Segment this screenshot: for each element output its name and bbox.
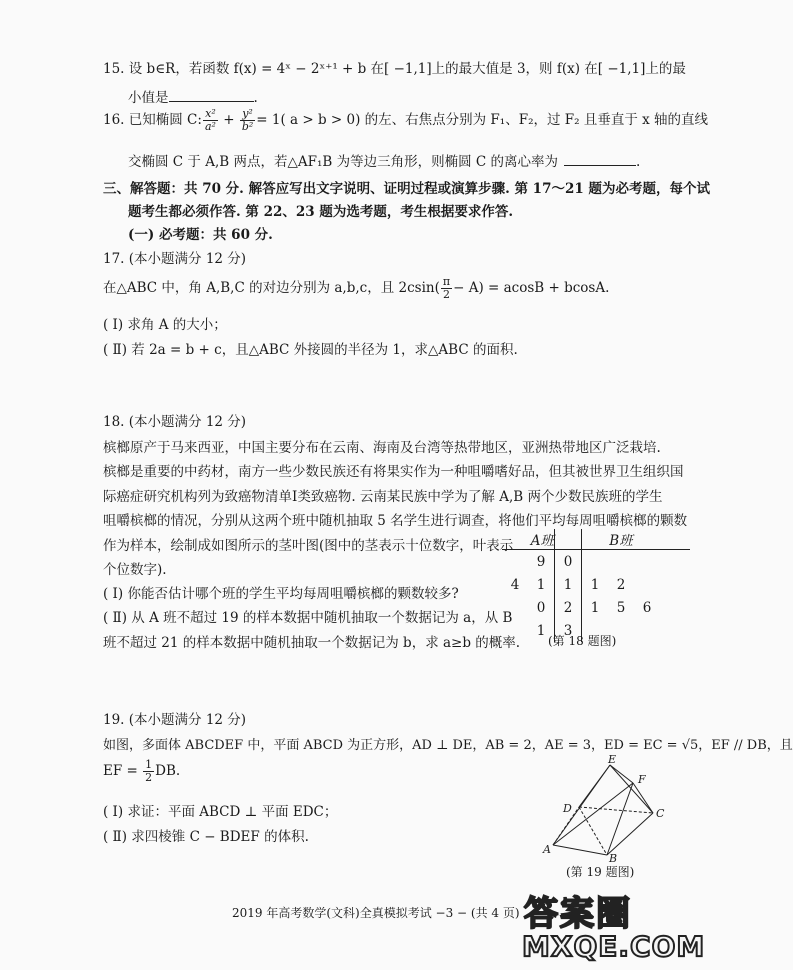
leaf-b (634, 550, 660, 574)
stem-leaf-plot (502, 529, 690, 642)
stem-leaf-row (502, 596, 690, 619)
q18-text-line: 个位数字). (103, 562, 167, 578)
vertex-label-e: E (608, 753, 617, 766)
q18-text-line: 作为样本，绘制成如图所示的茎叶图(图中的茎表示十位数字，叶表示 (103, 538, 514, 554)
q18-text-line: 际癌症研究机构列为致癌物清单Ⅰ类致癌物. 云南某民族中学为了解 A,B 两个少数民族班的学生 (103, 489, 663, 505)
q15-line2 (128, 86, 258, 106)
q19-frac-den: 2 (145, 771, 153, 784)
q16-fraction-y (240, 108, 255, 133)
q16-suffix: = 1( a > b > 0) 的左、右焦点分别为 F₁、F₂，过 F₂ 且垂直于 x 轴的直线 (256, 112, 709, 128)
vertex-label-d: D (563, 802, 572, 815)
edge-ea (553, 765, 610, 845)
q17-stem-prefix: 在△ABC 中，角 A,B,C 的对边分别为 a,b,c，且 2csin( (103, 280, 440, 296)
q17-pi-den: 2 (442, 288, 450, 301)
leaf-a: 0 (536, 599, 546, 616)
q15-line2-suffix: . (253, 90, 258, 106)
q17-stem-suffix: − A) = acosB + bcosA. (453, 280, 610, 296)
leaf-a (502, 550, 528, 574)
q18-text-line: 槟榔是重要的中药材，南方一些少数民族还有将果实作为一种咀嚼嗜好品，但其被世界卫生组织国 (103, 464, 684, 480)
q18-part2-line1: ( Ⅱ) 从 A 班不超过 19 的样本数据中随机抽取一个数据记为 a，从 B (103, 610, 513, 626)
q19-line2 (103, 759, 180, 784)
q16-frac1-den: a² (204, 120, 216, 133)
q15-answer-blank (169, 87, 254, 102)
q17-part1: ( Ⅰ) 求角 A 的大小； (103, 317, 227, 333)
q17-stem (103, 276, 609, 301)
leaf-b (634, 573, 660, 596)
q19-line2-suffix: DB. (155, 763, 181, 779)
stem-leaf-row (502, 573, 690, 596)
q16-frac2-den: b² (241, 120, 254, 133)
stem-leaf-header-stem (555, 529, 582, 550)
leaf-b: 5 (616, 599, 626, 616)
page-footer: 2019 年高考数学(文科)全真模拟考试 −3 − (共 4 页) (232, 906, 520, 920)
q17-part2: ( Ⅱ) 若 2a = b + c，且△ABC 外接圆的半径为 1，求△ABC 的面积. (103, 342, 518, 358)
vertex-label-b: B (609, 852, 618, 865)
q16-line1 (103, 108, 708, 133)
leaf-b (634, 619, 660, 642)
q16-plus: + (218, 112, 239, 128)
q18-part2-line2: 班不超过 21 的样本数据中随机抽取一个数据记为 b，求 a≥b 的概率. (103, 635, 521, 651)
q17-header: 17. (本小题满分 12 分) (103, 251, 247, 267)
stem: 3 (555, 619, 582, 642)
stem-leaf-header-pad (660, 529, 690, 550)
leaf-b: 1 (590, 576, 600, 593)
watermark-logo (520, 884, 706, 966)
leaf-a (502, 596, 528, 619)
q19-part1: ( Ⅰ) 求证：平面 ABCD ⊥ 平面 EDC； (103, 804, 338, 820)
stem-leaf-header-b: B班 (582, 529, 661, 550)
vertex-label-f: F (638, 773, 646, 786)
q16-answer-blank (564, 151, 636, 166)
q19-part2: ( Ⅱ) 求四棱锥 C − BDEF 的体积. (103, 829, 309, 845)
leaf-a: 1 (536, 622, 546, 639)
q19-line2-prefix: EF = (103, 763, 143, 779)
leaf-b: 2 (616, 576, 626, 593)
stem: 1 (555, 573, 582, 596)
leaf-a (502, 619, 528, 642)
edge-ef (610, 765, 633, 783)
q19-figure-caption: (第 19 题图) (566, 865, 635, 879)
q18-header: 18. (本小题满分 12 分) (103, 414, 247, 430)
q15-line2-prefix: 小值是 (128, 90, 169, 106)
q16-frac2-num: y² (240, 108, 255, 121)
q18-text-line: 槟榔原产于马来西亚，中国主要分布在云南、海南及台湾等热带地区，亚洲热带地区广泛栽培. (103, 440, 661, 456)
stem-leaf-row (502, 550, 690, 574)
edge-ec (610, 765, 653, 813)
stem-leaf-header-row (502, 529, 690, 550)
leaf-a: 9 (536, 553, 546, 570)
edge-fb (607, 783, 633, 855)
q16-fraction-x (203, 108, 218, 133)
edge-dc (579, 807, 653, 813)
q19-line1: 如图，多面体 ABCDEF 中，平面 ABCD 为正方形，AD ⊥ DE，AB = 2，AE = 3，ED = EC = √5，EF // DB，且 (103, 738, 793, 753)
leaf-b: 6 (642, 599, 652, 616)
q19-half-fraction (143, 759, 154, 784)
vertex-label-a: A (543, 843, 551, 856)
stem-leaf-header-a: A班 (502, 529, 555, 550)
edge-ab (553, 845, 607, 855)
section3-subheading: (一) 必考题：共 60 分. (128, 227, 273, 243)
vertex-label-c: C (656, 807, 665, 820)
section3-line1: 三、解答题：共 70 分. 解答应写出文字说明、证明过程或演算步骤. 第 17～21 题为必考题，每个试 (103, 181, 710, 197)
q15-line1: 15. 设 b∈R，若函数 f(x) = 4ˣ − 2ˣ⁺¹ + b 在[ −1,1]上的最大值是 3，则 f(x) 在[ −1,1]上的最 (103, 61, 686, 77)
q17-pi-fraction (441, 276, 452, 301)
section3-line2: 题考生都必须作答. 第 22、23 题为选考题，考生根据要求作答. (128, 204, 514, 220)
q17-pi-num: π (442, 275, 451, 288)
q19-frac-num: 1 (145, 758, 153, 771)
q18-text-line: 咀嚼槟榔的情况，分别从这两个班中随机抽取 5 名学生进行调查，将他们平均每周咀嚼槟榔的颗数 (103, 513, 688, 529)
edge-bc (607, 813, 653, 855)
q16-prefix: 16. 已知椭圆 C: (103, 112, 202, 128)
q16-line2-text: 交椭圆 C 于 A,B 两点，若△AF₁B 为等边三角形，则椭圆 C 的离心率为 (128, 154, 558, 170)
q16-frac1-num: x² (203, 108, 218, 121)
leaf-b (582, 550, 609, 574)
watermark-url-text: MXQE.COM (522, 930, 706, 963)
polyhedron-figure (535, 755, 670, 863)
q16-line2-suffix: . (636, 154, 641, 170)
leaf-b (608, 550, 634, 574)
q16-line2 (128, 150, 640, 170)
edge-fc (633, 783, 653, 813)
q19-header: 19. (本小题满分 12 分) (103, 712, 247, 728)
leaf-b: 1 (590, 599, 600, 616)
watermark-logo-text: 答案圈 (524, 894, 632, 934)
q18-part1: ( Ⅰ) 你能否估计哪个班的学生平均每周咀嚼槟榔的颗数较多? (103, 586, 459, 602)
q18-figure-caption: (第 18 题图) (548, 634, 617, 648)
leaf-a: 1 (536, 576, 546, 593)
stem: 0 (555, 550, 582, 574)
leaf-a: 4 (510, 576, 520, 593)
stem: 2 (555, 596, 582, 619)
